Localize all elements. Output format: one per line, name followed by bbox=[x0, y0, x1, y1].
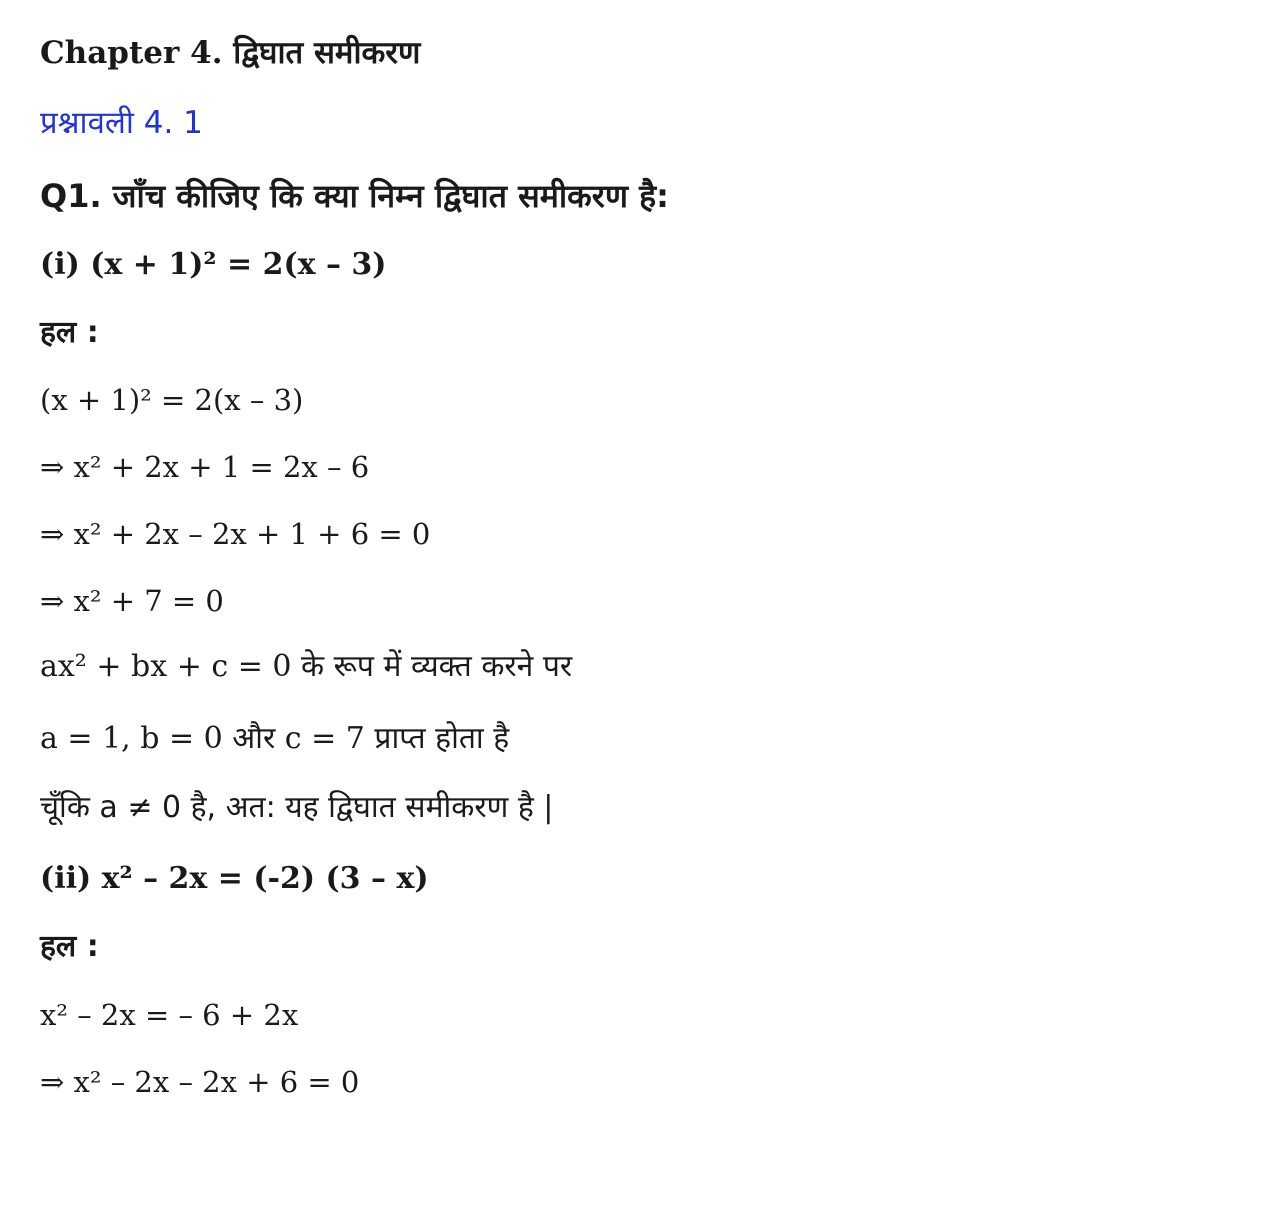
part-i-solution-label: हल : bbox=[40, 315, 99, 350]
part-i-step-6: a = 1, b = 0 और c = 7 प्राप्त होता है bbox=[40, 721, 510, 756]
chapter-title: Chapter 4. द्विघात समीकरण bbox=[40, 35, 421, 71]
part-i-step-4: ⇒ x² + 7 = 0 bbox=[40, 584, 224, 618]
exercise-title: प्रश्नावली 4. 1 bbox=[40, 105, 203, 141]
part-i-step-5: ax² + bx + c = 0 के रूप में व्यक्त करने पर bbox=[40, 649, 573, 684]
part-ii-heading: (ii) x² – 2x = (-2) (3 – x) bbox=[40, 861, 429, 896]
part-i-step-1: (x + 1)² = 2(x – 3) bbox=[40, 383, 304, 417]
part-ii-step-2: ⇒ x² – 2x – 2x + 6 = 0 bbox=[40, 1065, 360, 1099]
part-i-heading: (i) (x + 1)² = 2(x – 3) bbox=[40, 247, 387, 282]
part-ii-step-1: x² – 2x = – 6 + 2x bbox=[40, 998, 299, 1032]
part-i-step-3: ⇒ x² + 2x – 2x + 1 + 6 = 0 bbox=[40, 517, 431, 551]
part-i-step-2: ⇒ x² + 2x + 1 = 2x – 6 bbox=[40, 450, 370, 484]
part-ii-solution-label: हल : bbox=[40, 929, 99, 964]
question-text: Q1. जाँच कीजिए कि क्या निम्न द्विघात समीकरण है: bbox=[40, 177, 669, 215]
part-i-conclusion: चूँकि a ≠ 0 है, अत: यह द्विघात समीकरण है | bbox=[40, 790, 554, 825]
